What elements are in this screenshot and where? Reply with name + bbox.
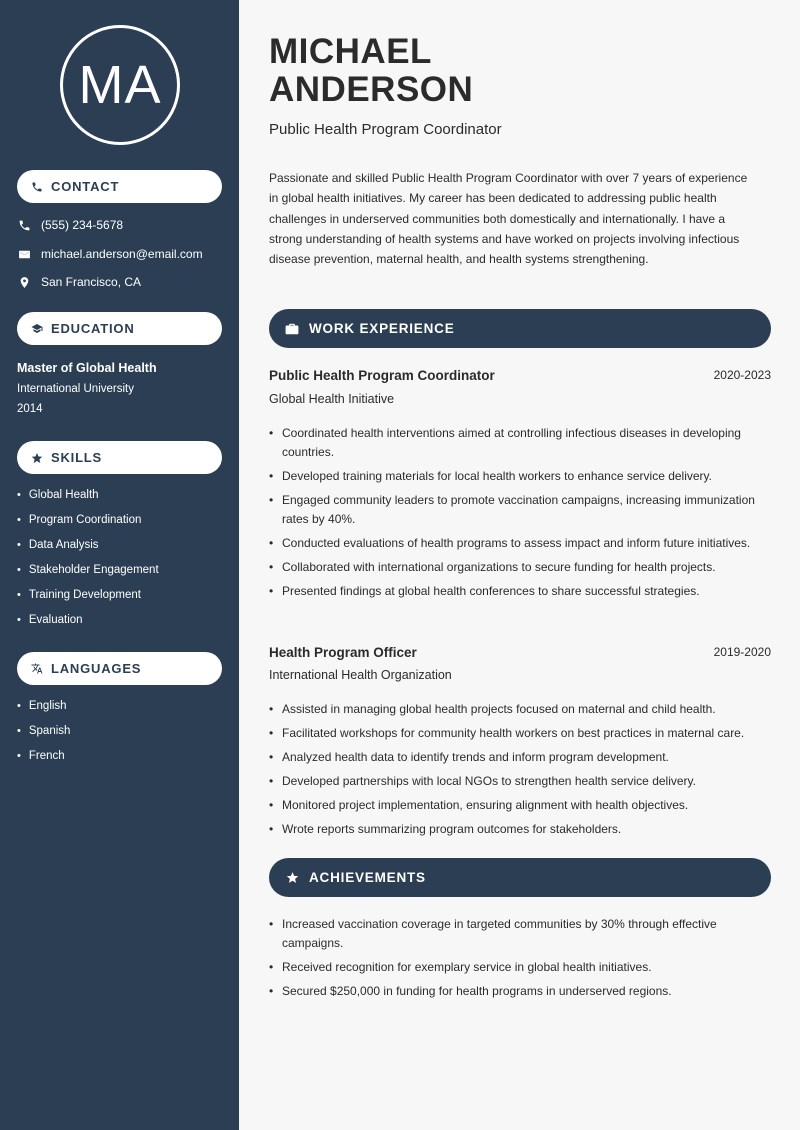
skills-heading-label: SKILLS [51, 450, 103, 465]
contact-email [17, 247, 203, 261]
achievement-item: • Increased vaccination coverage in targeted communities by 30% through effective campaigns. [269, 915, 759, 953]
job-bullets [269, 700, 759, 844]
star-icon [285, 871, 299, 885]
education-heading [17, 312, 222, 345]
job-bullet: • Conducted evaluations of health programs to assess impact and inform future initiatives. [269, 534, 759, 553]
job-bullet: • Coordinated health interventions aimed at controlling infectious diseases in developing countries. [269, 424, 759, 462]
job-bullet: • Engaged community leaders to promote vaccination campaigns, increasing immunization rates by 40%. [269, 491, 759, 529]
languages-heading-label: LANGUAGES [51, 661, 142, 676]
location-text: San Francisco, CA [41, 275, 142, 289]
skill-item: • Data Analysis [17, 539, 159, 564]
education-school: International University [17, 383, 134, 395]
monogram-text: MA [78, 55, 162, 115]
briefcase-icon [285, 322, 299, 336]
job-dates: 2019-2020 [713, 645, 771, 659]
candidate-name [269, 33, 473, 109]
contact-location [17, 275, 141, 289]
skills-heading [17, 441, 222, 474]
contact-phone [17, 218, 123, 232]
name-last: ANDERSON [269, 70, 474, 109]
graduation-cap-icon [31, 323, 43, 335]
work-experience-heading-label: WORK EXPERIENCE [309, 321, 455, 336]
achievement-item: • Received recognition for exemplary service in global health initiatives. [269, 958, 759, 977]
phone-icon [17, 218, 31, 232]
job-bullet: • Analyzed health data to identify trends and inform program development. [269, 748, 759, 767]
sidebar [0, 0, 239, 1130]
education-heading-label: EDUCATION [51, 321, 135, 336]
languages-heading [17, 652, 222, 685]
job-organization: Global Health Initiative [269, 392, 395, 406]
education-degree: Master of Global Health [17, 361, 157, 375]
phone-icon [31, 181, 43, 193]
skill-item: • Training Development [17, 589, 159, 614]
language-item: • English [17, 700, 70, 725]
location-pin-icon [17, 275, 31, 289]
phone-number[interactable]: (555) 234-5678 [41, 218, 124, 232]
work-experience-heading [269, 309, 771, 348]
job-bullet: • Presented findings at global health conferences to share successful strategies. [269, 582, 759, 601]
name-first: MICHAEL [269, 32, 432, 71]
job-title: Public Health Program Coordinator [269, 368, 495, 383]
monogram-avatar [60, 25, 180, 145]
achievements-list [269, 915, 759, 1006]
job-bullet: • Facilitated workshops for community health workers on best practices in maternal care. [269, 724, 759, 743]
skill-item: • Stakeholder Engagement [17, 564, 159, 589]
skill-item: • Global Health [17, 489, 159, 514]
contact-heading-label: CONTACT [51, 179, 120, 194]
language-item: • French [17, 750, 70, 775]
job-bullet: • Monitored project implementation, ensuring alignment with health objectives. [269, 796, 759, 815]
profile-summary: Passionate and skilled Public Health Program Coordinator with over 7 years of experience in global health initiatives. My career has been dedicated to addressing public health challenges in underserved communities both domestically and internationally. I have a strong understanding of health systems and have worked on projects involving infectious disease prevention, maternal health, and health systems strengthening. [269, 171, 748, 267]
job-bullet: • Developed training materials for local health workers to enhance service delivery. [269, 467, 759, 486]
contact-heading [17, 170, 222, 203]
language-item: • Spanish [17, 725, 70, 750]
job-bullet: • Collaborated with international organizations to secure funding for health projects. [269, 558, 759, 577]
job-bullet: • Assisted in managing global health projects focused on maternal and child health. [269, 700, 759, 719]
languages-list [17, 700, 70, 775]
email-address[interactable]: michael.anderson@email.com [41, 247, 203, 261]
job-bullet: • Developed partnerships with local NGOs to strengthen health service delivery. [269, 772, 759, 791]
job-bullet: • Wrote reports summarizing program outcomes for stakeholders. [269, 820, 759, 839]
mail-icon [17, 247, 31, 261]
job-dates: 2020-2023 [713, 368, 771, 382]
achievement-item: • Secured $250,000 in funding for health programs in underserved regions. [269, 982, 759, 1001]
star-icon [31, 452, 43, 464]
achievements-heading [269, 858, 771, 897]
skill-item: • Program Coordination [17, 514, 159, 539]
skill-item: • Evaluation [17, 614, 159, 639]
job-organization: International Health Organization [269, 668, 452, 682]
translate-icon [31, 663, 43, 675]
job-role-title: Public Health Program Coordinator [269, 121, 502, 138]
skills-list [17, 489, 159, 639]
job-title: Health Program Officer [269, 645, 417, 660]
education-year: 2014 [17, 403, 43, 415]
job-bullets [269, 424, 759, 606]
achievements-heading-label: ACHIEVEMENTS [309, 870, 426, 885]
